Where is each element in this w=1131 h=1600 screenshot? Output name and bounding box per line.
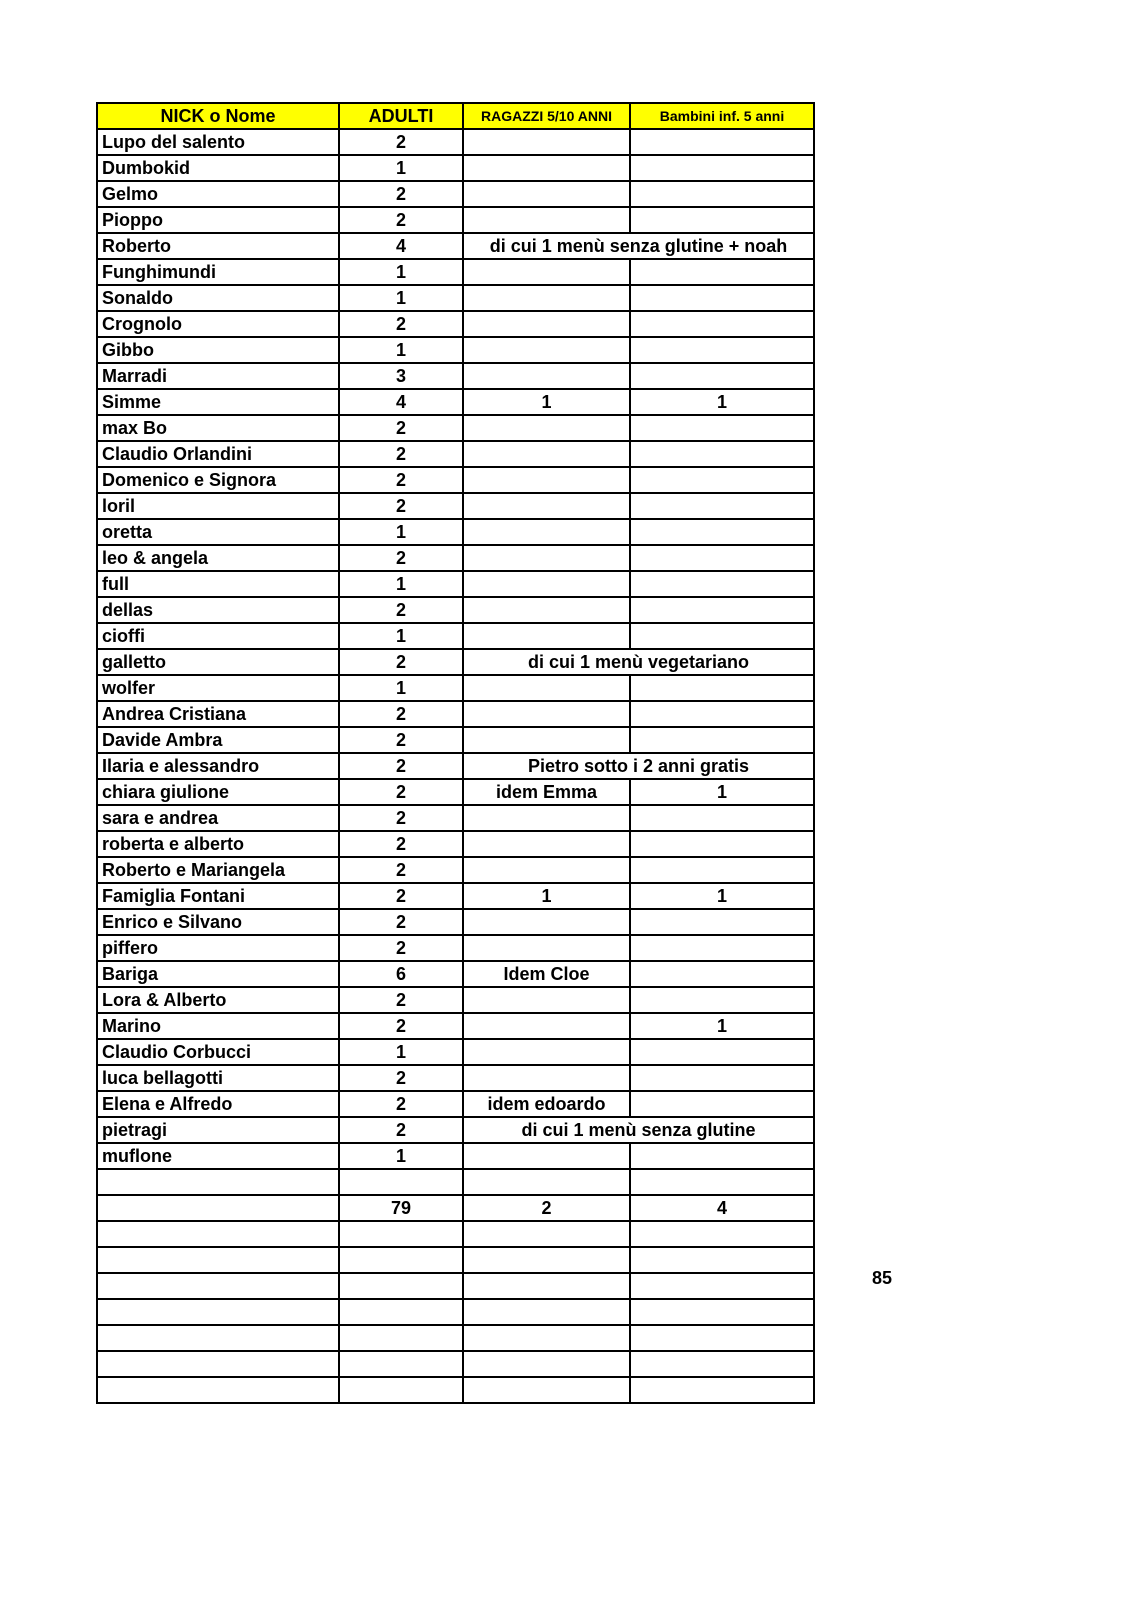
cell-ragazzi [463, 1377, 630, 1403]
cell-name: roberta e alberto [97, 831, 339, 857]
cell-bambini [630, 415, 814, 441]
table-row [97, 779, 814, 805]
cell-adulti: 1 [339, 1143, 463, 1169]
cell-name: loril [97, 493, 339, 519]
cell-note: Pietro sotto i 2 anni gratis [463, 753, 814, 779]
cell-adulti: 2 [339, 753, 463, 779]
cell-ragazzi: Idem Cloe [463, 961, 630, 987]
cell-adulti [339, 1169, 463, 1195]
cell-adulti: 1 [339, 285, 463, 311]
cell-ragazzi [463, 363, 630, 389]
header-adulti: ADULTI [339, 103, 463, 129]
cell-adulti: 2 [339, 311, 463, 337]
table-row [97, 727, 814, 753]
cell-ragazzi [463, 597, 630, 623]
cell-name [97, 1299, 339, 1325]
cell-name: Davide Ambra [97, 727, 339, 753]
empty-row [97, 1247, 814, 1273]
cell-name: Marradi [97, 363, 339, 389]
cell-adulti: 2 [339, 1117, 463, 1143]
cell-ragazzi [463, 987, 630, 1013]
cell-ragazzi [463, 181, 630, 207]
cell-bambini [630, 1247, 814, 1273]
cell-name: Roberto e Mariangela [97, 857, 339, 883]
cell-bambini [630, 311, 814, 337]
cell-name: Elena e Alfredo [97, 1091, 339, 1117]
cell-name: full [97, 571, 339, 597]
cell-name: max Bo [97, 415, 339, 441]
cell-name: Domenico e Signora [97, 467, 339, 493]
cell-ragazzi [463, 909, 630, 935]
cell-bambini [630, 519, 814, 545]
cell-name [97, 1195, 339, 1221]
cell-adulti [339, 1377, 463, 1403]
cell-ragazzi [463, 675, 630, 701]
cell-name: Crognolo [97, 311, 339, 337]
cell-bambini [630, 961, 814, 987]
cell-ragazzi: 1 [463, 389, 630, 415]
header-row [97, 103, 814, 129]
cell-adulti: 1 [339, 337, 463, 363]
cell-bambini [630, 1091, 814, 1117]
cell-ragazzi [463, 1039, 630, 1065]
cell-name: Enrico e Silvano [97, 909, 339, 935]
cell-bambini: 1 [630, 779, 814, 805]
table-row [97, 389, 814, 415]
header-ragazzi: RAGAZZI 5/10 ANNI [463, 103, 630, 129]
cell-name: luca bellagotti [97, 1065, 339, 1091]
empty-row [97, 1299, 814, 1325]
cell-adulti: 1 [339, 675, 463, 701]
table-row [97, 857, 814, 883]
cell-ragazzi [463, 805, 630, 831]
cell-adulti [339, 1273, 463, 1299]
cell-name [97, 1221, 339, 1247]
cell-adulti: 2 [339, 935, 463, 961]
cell-name [97, 1273, 339, 1299]
cell-name: Ilaria e alessandro [97, 753, 339, 779]
table-row [97, 467, 814, 493]
cell-ragazzi [463, 1299, 630, 1325]
table-row [97, 805, 814, 831]
cell-name [97, 1169, 339, 1195]
cell-name: Andrea Cristiana [97, 701, 339, 727]
cell-ragazzi [463, 441, 630, 467]
cell-ragazzi [463, 311, 630, 337]
empty-row [97, 1221, 814, 1247]
table-row [97, 1117, 814, 1143]
cell-bambini: 1 [630, 883, 814, 909]
table-row [97, 623, 814, 649]
cell-name: Gelmo [97, 181, 339, 207]
table-row [97, 1013, 814, 1039]
cell-bambini [630, 1065, 814, 1091]
cell-ragazzi [463, 155, 630, 181]
table-row [97, 181, 814, 207]
cell-bambini [630, 493, 814, 519]
cell-adulti: 2 [339, 1013, 463, 1039]
cell-adulti: 2 [339, 441, 463, 467]
cell-bambini [630, 181, 814, 207]
cell-ragazzi [463, 1013, 630, 1039]
cell-bambini: 1 [630, 1013, 814, 1039]
table-row [97, 155, 814, 181]
table-row [97, 701, 814, 727]
cell-bambini [630, 337, 814, 363]
grand-total: 85 [872, 1268, 893, 1288]
cell-adulti [339, 1325, 463, 1351]
cell-bambini [630, 987, 814, 1013]
cell-ragazzi [463, 701, 630, 727]
cell-name: Funghimundi [97, 259, 339, 285]
table-row [97, 233, 814, 259]
table-row [97, 311, 814, 337]
table-row [97, 1065, 814, 1091]
empty-row [97, 1325, 814, 1351]
cell-ragazzi [463, 467, 630, 493]
cell-bambini [630, 1169, 814, 1195]
cell-adulti: 2 [339, 649, 463, 675]
empty-row [97, 1273, 814, 1299]
table-row [97, 259, 814, 285]
cell-adulti: 2 [339, 1091, 463, 1117]
cell-adulti: 2 [339, 181, 463, 207]
cell-ragazzi [463, 1273, 630, 1299]
cell-name: Lupo del salento [97, 129, 339, 155]
cell-ragazzi [463, 1351, 630, 1377]
cell-note: di cui 1 menù senza glutine [463, 1117, 814, 1143]
cell-bambini [630, 727, 814, 753]
cell-ragazzi [463, 1247, 630, 1273]
table-row [97, 1039, 814, 1065]
cell-adulti: 1 [339, 1039, 463, 1065]
cell-bambini [630, 285, 814, 311]
header-bambini: Bambini inf. 5 anni [630, 103, 814, 129]
table-row [97, 493, 814, 519]
cell-adulti: 2 [339, 701, 463, 727]
cell-name: cioffi [97, 623, 339, 649]
cell-bambini [630, 1299, 814, 1325]
table-row [97, 649, 814, 675]
header-name: NICK o Nome [97, 103, 339, 129]
cell-name: chiara giulione [97, 779, 339, 805]
cell-name: pietragi [97, 1117, 339, 1143]
cell-ragazzi [463, 623, 630, 649]
cell-bambini [630, 1039, 814, 1065]
cell-adulti: 2 [339, 493, 463, 519]
cell-ragazzi [463, 415, 630, 441]
cell-ragazzi [463, 935, 630, 961]
cell-bambini [630, 129, 814, 155]
totals-row [97, 1195, 814, 1221]
table-row [97, 1169, 814, 1195]
cell-name: Bariga [97, 961, 339, 987]
cell-bambini [630, 1351, 814, 1377]
table-row [97, 1091, 814, 1117]
table-row [97, 935, 814, 961]
cell-bambini [630, 909, 814, 935]
cell-adulti: 1 [339, 155, 463, 181]
cell-adulti [339, 1351, 463, 1377]
cell-name [97, 1247, 339, 1273]
cell-ragazzi [463, 1065, 630, 1091]
cell-ragazzi [463, 493, 630, 519]
cell-adulti: 2 [339, 597, 463, 623]
empty-row [97, 1351, 814, 1377]
cell-ragazzi: 1 [463, 883, 630, 909]
table-row [97, 987, 814, 1013]
cell-ragazzi [463, 259, 630, 285]
table-row [97, 909, 814, 935]
cell-ragazzi [463, 545, 630, 571]
cell-ragazzi [463, 519, 630, 545]
cell-adulti: 2 [339, 987, 463, 1013]
cell-adulti [339, 1299, 463, 1325]
cell-bambini [630, 1325, 814, 1351]
cell-bambini [630, 1221, 814, 1247]
table-row [97, 753, 814, 779]
cell-bambini [630, 675, 814, 701]
cell-bambini [630, 701, 814, 727]
cell-name: dellas [97, 597, 339, 623]
cell-adulti: 2 [339, 129, 463, 155]
cell-bambini: 1 [630, 389, 814, 415]
cell-ragazzi: idem Emma [463, 779, 630, 805]
table-row [97, 415, 814, 441]
cell-name: Roberto [97, 233, 339, 259]
cell-ragazzi [463, 831, 630, 857]
cell-bambini [630, 935, 814, 961]
cell-bambini [630, 831, 814, 857]
cell-adulti: 2 [339, 909, 463, 935]
cell-adulti: 2 [339, 467, 463, 493]
cell-adulti [339, 1221, 463, 1247]
cell-adulti: 1 [339, 623, 463, 649]
cell-name: oretta [97, 519, 339, 545]
cell-name: Sonaldo [97, 285, 339, 311]
cell-name [97, 1377, 339, 1403]
table-row [97, 571, 814, 597]
cell-name: Lora & Alberto [97, 987, 339, 1013]
cell-bambini [630, 467, 814, 493]
cell-adulti: 6 [339, 961, 463, 987]
empty-row [97, 1377, 814, 1403]
cell-ragazzi [463, 571, 630, 597]
cell-bambini [630, 545, 814, 571]
cell-ragazzi [463, 1221, 630, 1247]
cell-ragazzi [463, 1169, 630, 1195]
cell-adulti: 2 [339, 779, 463, 805]
cell-adulti: 1 [339, 259, 463, 285]
cell-adulti: 2 [339, 207, 463, 233]
cell-name: Gibbo [97, 337, 339, 363]
cell-ragazzi [463, 129, 630, 155]
cell-name [97, 1325, 339, 1351]
cell-bambini [630, 571, 814, 597]
cell-name: piffero [97, 935, 339, 961]
cell-name: Simme [97, 389, 339, 415]
cell-bambini [630, 857, 814, 883]
table-row [97, 207, 814, 233]
table-row [97, 519, 814, 545]
cell-bambini [630, 363, 814, 389]
cell-name: sara e andrea [97, 805, 339, 831]
table-row [97, 883, 814, 909]
cell-adulti: 4 [339, 233, 463, 259]
cell-bambini [630, 207, 814, 233]
cell-adulti: 2 [339, 415, 463, 441]
cell-name: wolfer [97, 675, 339, 701]
cell-name: galletto [97, 649, 339, 675]
total-bambini: 4 [630, 1195, 814, 1221]
cell-name: muflone [97, 1143, 339, 1169]
cell-note: di cui 1 menù senza glutine + noah [463, 233, 814, 259]
cell-name [97, 1351, 339, 1377]
cell-adulti: 4 [339, 389, 463, 415]
table-row [97, 831, 814, 857]
table-row [97, 675, 814, 701]
table-row [97, 1143, 814, 1169]
cell-adulti: 2 [339, 805, 463, 831]
cell-adulti [339, 1247, 463, 1273]
cell-ragazzi [463, 857, 630, 883]
cell-adulti: 2 [339, 883, 463, 909]
cell-adulti: 2 [339, 857, 463, 883]
table-row [97, 545, 814, 571]
cell-name: Famiglia Fontani [97, 883, 339, 909]
cell-bambini [630, 155, 814, 181]
cell-ragazzi: idem edoardo [463, 1091, 630, 1117]
cell-name: Marino [97, 1013, 339, 1039]
cell-bambini [630, 1377, 814, 1403]
table-row [97, 337, 814, 363]
cell-bambini [630, 597, 814, 623]
cell-adulti: 1 [339, 519, 463, 545]
cell-bambini [630, 1273, 814, 1299]
table-row [97, 441, 814, 467]
cell-bambini [630, 623, 814, 649]
cell-note: di cui 1 menù vegetariano [463, 649, 814, 675]
cell-ragazzi [463, 285, 630, 311]
cell-adulti: 2 [339, 831, 463, 857]
cell-bambini [630, 259, 814, 285]
cell-name: Dumbokid [97, 155, 339, 181]
cell-name: Claudio Orlandini [97, 441, 339, 467]
guest-list-body [97, 103, 814, 1403]
cell-adulti: 2 [339, 727, 463, 753]
table-row [97, 961, 814, 987]
cell-ragazzi [463, 207, 630, 233]
cell-name: leo & angela [97, 545, 339, 571]
cell-bambini [630, 805, 814, 831]
cell-bambini [630, 1143, 814, 1169]
table-row [97, 285, 814, 311]
table-row [97, 363, 814, 389]
cell-ragazzi [463, 727, 630, 753]
cell-adulti: 2 [339, 545, 463, 571]
table-row [97, 597, 814, 623]
cell-name: Pioppo [97, 207, 339, 233]
cell-bambini [630, 441, 814, 467]
cell-adulti: 1 [339, 571, 463, 597]
cell-name: Claudio Corbucci [97, 1039, 339, 1065]
cell-adulti: 2 [339, 1065, 463, 1091]
cell-ragazzi [463, 1143, 630, 1169]
total-adulti: 79 [339, 1195, 463, 1221]
total-ragazzi: 2 [463, 1195, 630, 1221]
cell-adulti: 3 [339, 363, 463, 389]
guest-list-table [96, 102, 815, 1404]
table-row [97, 129, 814, 155]
cell-ragazzi [463, 1325, 630, 1351]
cell-ragazzi [463, 337, 630, 363]
